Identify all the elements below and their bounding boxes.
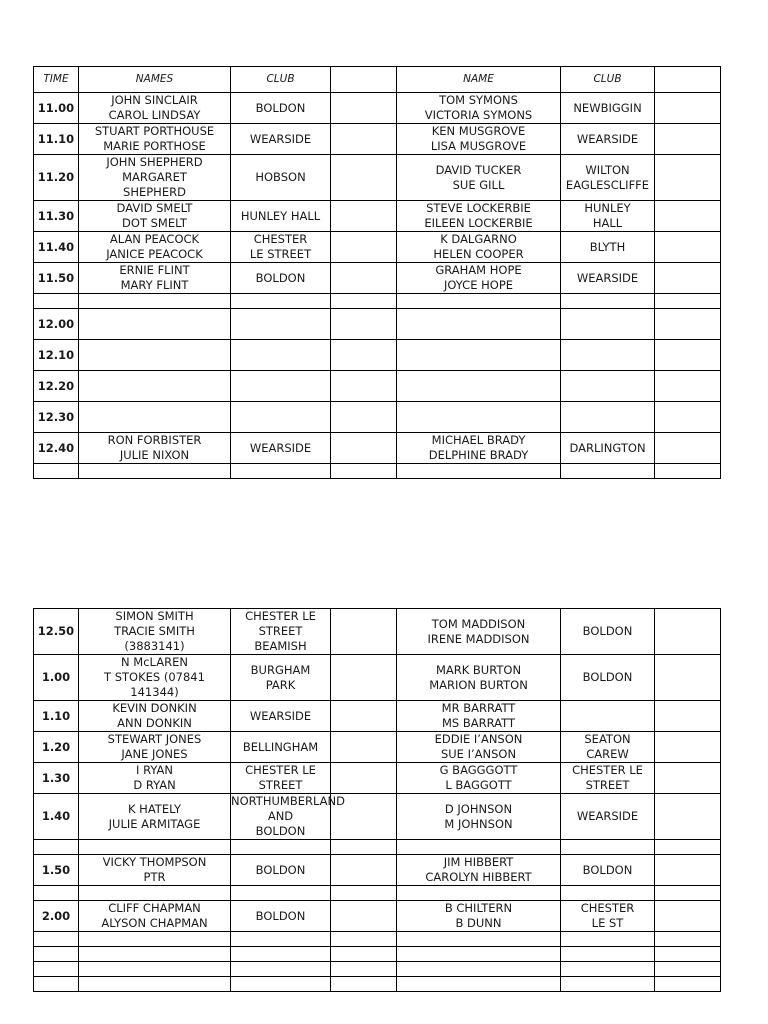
blank-cell	[331, 464, 397, 479]
club-cell: BURGHAM PARK	[231, 655, 331, 701]
table-row	[34, 340, 721, 371]
blank-cell	[331, 701, 397, 732]
names-cell: STUART PORTHOUSE MARIE PORTHOSE	[79, 124, 231, 155]
blank-cell-2	[655, 124, 721, 155]
names-cell: JOHN SINCLAIR CAROL LINDSAY	[79, 93, 231, 124]
club-cell	[231, 340, 331, 371]
time-cell	[34, 962, 79, 977]
blank-cell-2	[655, 609, 721, 655]
club-cell-2	[561, 840, 655, 855]
blank-cell-2	[655, 340, 721, 371]
names-cell	[79, 840, 231, 855]
club-cell: WEARSIDE	[231, 433, 331, 464]
blank-cell	[331, 155, 397, 201]
names-cell: ALAN PEACOCK JANICE PEACOCK	[79, 232, 231, 263]
club-cell	[231, 886, 331, 901]
names-cell	[79, 947, 231, 962]
blank-cell-2	[655, 232, 721, 263]
names-cell-2: K DALGARNO HELEN COOPER	[397, 232, 561, 263]
table-row	[34, 201, 721, 232]
names-cell-2	[397, 340, 561, 371]
names-cell-2: B CHILTERN B DUNN	[397, 901, 561, 932]
names-cell	[79, 977, 231, 992]
table-row	[34, 701, 721, 732]
blank-cell-2	[655, 201, 721, 232]
blank-cell-2	[655, 402, 721, 433]
club-cell-2: CHESTER LE STREET	[561, 763, 655, 794]
time-cell: 12.20	[34, 371, 79, 402]
table-row	[34, 609, 721, 655]
table-row	[34, 371, 721, 402]
header-club: CLUB	[231, 67, 331, 93]
names-cell: VICKY THOMPSON PTR	[79, 855, 231, 886]
time-cell: 12.00	[34, 309, 79, 340]
header-blank-2	[655, 67, 721, 93]
blank-cell	[331, 840, 397, 855]
club-cell	[231, 932, 331, 947]
club-cell	[231, 977, 331, 992]
time-cell: 11.50	[34, 263, 79, 294]
club-cell-2	[561, 977, 655, 992]
club-cell: BOLDON	[231, 263, 331, 294]
names-cell: CLIFF CHAPMAN ALYSON CHAPMAN	[79, 901, 231, 932]
blank-cell-2	[655, 155, 721, 201]
time-cell	[34, 464, 79, 479]
blank-cell-2	[655, 763, 721, 794]
names-cell	[79, 962, 231, 977]
club-cell-2	[561, 464, 655, 479]
club-cell-2	[561, 294, 655, 309]
names-cell-2: G BAGGGOTT L BAGGOTT	[397, 763, 561, 794]
club-cell: BOLDON	[231, 901, 331, 932]
time-cell: 1.50	[34, 855, 79, 886]
header-blank	[331, 67, 397, 93]
names-cell-2: DAVID TUCKER SUE GILL	[397, 155, 561, 201]
time-cell: 11.00	[34, 93, 79, 124]
time-cell: 11.20	[34, 155, 79, 201]
names-cell: ERNIE FLINT MARY FLINT	[79, 263, 231, 294]
blank-cell-2	[655, 901, 721, 932]
names-cell-2	[397, 309, 561, 340]
table-row	[34, 294, 721, 309]
names-cell: RON FORBISTER JULIE NIXON	[79, 433, 231, 464]
names-cell: DAVID SMELT DOT SMELT	[79, 201, 231, 232]
club-cell-2: HUNLEY HALL	[561, 201, 655, 232]
names-cell-2: TOM MADDISON IRENE MADDISON	[397, 609, 561, 655]
club-cell-2: BOLDON	[561, 855, 655, 886]
table-row	[34, 655, 721, 701]
club-cell: CHESTER LE STREET BEAMISH	[231, 609, 331, 655]
time-cell: 12.40	[34, 433, 79, 464]
names-cell-2	[397, 371, 561, 402]
club-cell-2: WILTON EAGLESCLIFFE	[561, 155, 655, 201]
blank-cell	[331, 402, 397, 433]
table-row	[34, 309, 721, 340]
names-cell-2	[397, 886, 561, 901]
time-cell	[34, 294, 79, 309]
blank-cell	[331, 977, 397, 992]
club-cell-2: WEARSIDE	[561, 794, 655, 840]
time-cell: 1.20	[34, 732, 79, 763]
time-cell: 11.30	[34, 201, 79, 232]
blank-cell	[331, 93, 397, 124]
time-cell: 1.40	[34, 794, 79, 840]
blank-cell	[331, 609, 397, 655]
names-cell	[79, 402, 231, 433]
blank-cell	[331, 124, 397, 155]
names-cell-2: GRAHAM HOPE JOYCE HOPE	[397, 263, 561, 294]
table-row	[34, 932, 721, 947]
blank-cell-2	[655, 962, 721, 977]
time-cell	[34, 932, 79, 947]
club-cell-2	[561, 701, 655, 732]
time-cell	[34, 840, 79, 855]
names-cell-2	[397, 402, 561, 433]
names-cell-2	[397, 464, 561, 479]
header-name: NAME	[397, 67, 561, 93]
table-row	[34, 464, 721, 479]
table-row	[34, 124, 721, 155]
table-row	[34, 794, 721, 840]
names-cell: KEVIN DONKIN ANN DONKIN	[79, 701, 231, 732]
blank-cell	[331, 201, 397, 232]
names-cell-2: TOM SYMONS VICTORIA SYMONS	[397, 93, 561, 124]
blank-cell	[331, 732, 397, 763]
blank-cell-2	[655, 93, 721, 124]
names-cell: SIMON SMITH TRACIE SMITH (3883141)	[79, 609, 231, 655]
club-cell: NORTHUMBERLAND AND BOLDON	[231, 794, 345, 838]
club-cell-2: CHESTER LE ST	[561, 901, 655, 932]
table-row	[34, 232, 721, 263]
names-cell-2: MICHAEL BRADY DELPHINE BRADY	[397, 433, 561, 464]
club-cell	[231, 402, 331, 433]
table-row	[34, 763, 721, 794]
header-row	[34, 67, 721, 93]
club-cell-2	[561, 932, 655, 947]
club-cell	[231, 962, 331, 977]
blank-cell-2	[655, 855, 721, 886]
names-cell-2: MR BARRATT MS BARRATT	[397, 701, 561, 732]
names-cell-2	[397, 932, 561, 947]
header-names: NAMES	[79, 67, 231, 93]
club-cell	[231, 294, 331, 309]
club-cell	[231, 309, 331, 340]
names-cell	[79, 371, 231, 402]
time-cell: 11.40	[34, 232, 79, 263]
names-cell	[79, 932, 231, 947]
table-row	[34, 93, 721, 124]
club-cell-2: WEARSIDE	[561, 263, 655, 294]
blank-cell-2	[655, 655, 721, 701]
blank-cell	[331, 263, 397, 294]
club-cell-2: NEWBIGGIN	[561, 93, 655, 124]
club-cell-2: BOLDON	[561, 609, 655, 655]
blank-cell-2	[655, 840, 721, 855]
time-cell	[34, 886, 79, 901]
time-cell: 1.00	[34, 655, 79, 701]
table-row	[34, 732, 721, 763]
club-cell-2	[561, 309, 655, 340]
club-cell: BOLDON	[231, 855, 331, 886]
schedule-table-bottom	[33, 608, 721, 992]
blank-cell	[331, 433, 397, 464]
table-row	[34, 855, 721, 886]
blank-cell-2	[655, 794, 721, 840]
table-row	[34, 433, 721, 464]
names-cell	[79, 340, 231, 371]
club-cell: CHESTER LE STREET	[231, 232, 331, 263]
club-cell	[231, 371, 331, 402]
table-row	[34, 947, 721, 962]
time-cell: 1.30	[34, 763, 79, 794]
names-cell	[79, 309, 231, 340]
header-time: TIME	[34, 67, 79, 93]
club-cell: BELLINGHAM	[231, 732, 331, 763]
names-cell: N McLAREN T STOKES (07841 141344)	[79, 655, 231, 701]
club-cell	[231, 464, 331, 479]
names-cell	[79, 886, 231, 901]
blank-cell	[331, 962, 397, 977]
names-cell	[79, 464, 231, 479]
table-row	[34, 977, 721, 992]
time-cell: 12.30	[34, 402, 79, 433]
time-cell: 2.00	[34, 901, 79, 932]
table-row	[34, 840, 721, 855]
names-cell-2: D JOHNSON M JOHNSON	[397, 794, 561, 840]
names-cell-2	[397, 840, 561, 855]
table-row	[34, 886, 721, 901]
blank-cell	[331, 763, 397, 794]
names-cell: I RYAN D RYAN	[79, 763, 231, 794]
blank-cell-2	[655, 886, 721, 901]
blank-cell-2	[655, 932, 721, 947]
names-cell: K HATELY JULIE ARMITAGE	[79, 794, 231, 840]
club-cell-2	[561, 962, 655, 977]
time-cell	[34, 947, 79, 962]
blank-cell-2	[655, 464, 721, 479]
table-row	[34, 962, 721, 977]
club-cell: CHESTER LE STREET	[231, 763, 331, 794]
blank-cell	[331, 294, 397, 309]
club-cell: BOLDON	[231, 93, 331, 124]
table-row	[34, 263, 721, 294]
names-cell-2	[397, 947, 561, 962]
blank-cell-2	[655, 977, 721, 992]
club-cell-2	[561, 947, 655, 962]
club-cell-2	[561, 340, 655, 371]
names-cell-2	[397, 977, 561, 992]
time-cell	[34, 977, 79, 992]
club-cell: WEARSIDE	[231, 124, 331, 155]
names-cell-2	[397, 962, 561, 977]
club-cell: WEARSIDE	[231, 701, 331, 732]
club-cell-2: DARLINGTON	[561, 433, 655, 464]
names-cell-2: STEVE LOCKERBIE EILEEN LOCKERBIE	[397, 201, 561, 232]
blank-cell	[331, 655, 397, 701]
blank-cell-2	[655, 433, 721, 464]
blank-cell	[331, 855, 397, 886]
club-cell	[231, 840, 331, 855]
names-cell	[79, 294, 231, 309]
blank-cell-2	[655, 371, 721, 402]
table-row	[34, 155, 721, 201]
blank-cell	[331, 309, 397, 340]
club-cell: HOBSON	[231, 155, 331, 201]
table-row	[34, 402, 721, 433]
blank-cell	[331, 371, 397, 402]
time-cell: 12.10	[34, 340, 79, 371]
time-cell: 12.50	[34, 609, 79, 655]
blank-cell-2	[655, 294, 721, 309]
blank-cell-2	[655, 701, 721, 732]
club-cell-2: SEATON CAREW	[561, 732, 655, 763]
club-cell: HUNLEY HALL	[231, 201, 331, 232]
blank-cell	[331, 232, 397, 263]
club-cell-2	[561, 886, 655, 901]
names-cell: STEWART JONES JANE JONES	[79, 732, 231, 763]
names-cell-2: MARK BURTON MARION BURTON	[397, 655, 561, 701]
blank-cell	[331, 340, 397, 371]
blank-cell-2	[655, 947, 721, 962]
schedule-table-top	[33, 66, 721, 479]
club-cell-2	[561, 371, 655, 402]
blank-cell-2	[655, 732, 721, 763]
time-cell: 11.10	[34, 124, 79, 155]
blank-cell-2	[655, 263, 721, 294]
club-cell-2	[561, 402, 655, 433]
names-cell: JOHN SHEPHERD MARGARET SHEPHERD	[79, 155, 231, 201]
blank-cell	[331, 901, 397, 932]
names-cell-2: EDDIE I’ANSON SUE I’ANSON	[397, 732, 561, 763]
names-cell-2	[397, 294, 561, 309]
time-cell: 1.10	[34, 701, 79, 732]
table-row	[34, 901, 721, 932]
blank-cell	[331, 932, 397, 947]
club-cell	[231, 947, 331, 962]
blank-cell-2	[655, 309, 721, 340]
blank-cell	[331, 947, 397, 962]
header-club-2: CLUB	[561, 67, 655, 93]
club-cell-2: BOLDON	[561, 655, 655, 701]
names-cell-2: KEN MUSGROVE LISA MUSGROVE	[397, 124, 561, 155]
names-cell-2: JIM HIBBERT CAROLYN HIBBERT	[397, 855, 561, 886]
blank-cell	[331, 886, 397, 901]
club-cell-2: WEARSIDE	[561, 124, 655, 155]
club-cell-2: BLYTH	[561, 232, 655, 263]
